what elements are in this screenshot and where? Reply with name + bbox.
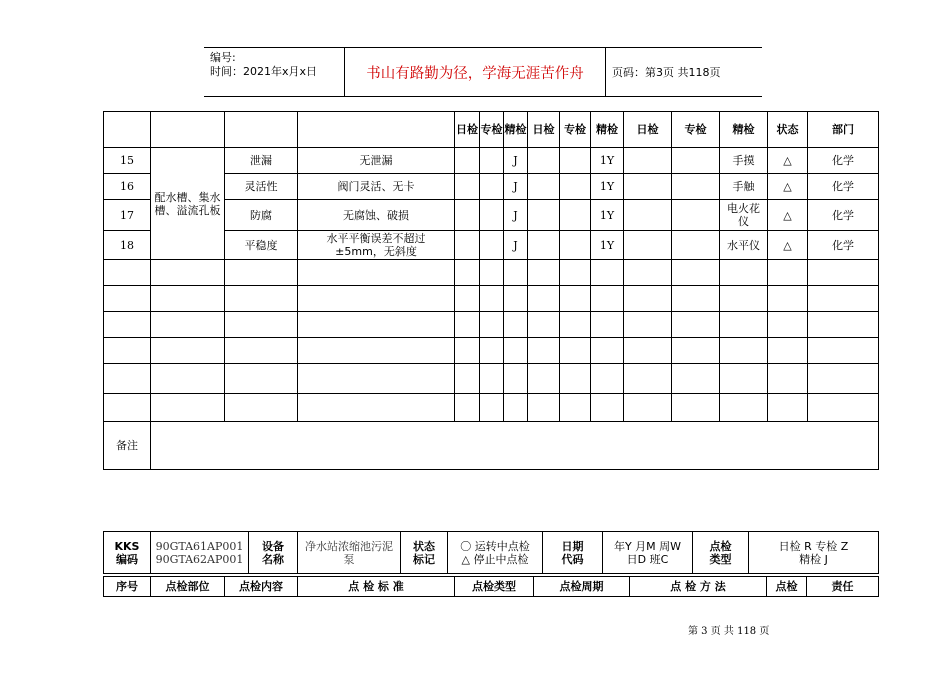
device-name: 净水站浓缩池污泥泵 xyxy=(298,532,401,574)
inspection-table xyxy=(103,111,879,470)
check-type-label: 点检类型 xyxy=(693,532,749,574)
column-legend-table xyxy=(103,576,879,597)
col-precise-check: 精检 xyxy=(504,112,528,148)
kks-values: 90GTA61AP001 90GTA62AP001 xyxy=(151,532,249,574)
table-row xyxy=(104,260,879,286)
col-day-check-2: 日检 xyxy=(528,112,560,148)
table-row: 18 平稳度 水平平衡误差不超过±5mm，无斜度 J 1Y 水平仪 △ 化学 xyxy=(104,231,879,260)
col-status: 状态 xyxy=(768,112,808,148)
number-label: 编号: xyxy=(210,51,236,64)
date-code-values: 年Y 月M 周W 日D 班C xyxy=(603,532,693,574)
col-special-check-3: 专检 xyxy=(672,112,720,148)
col-department: 部门 xyxy=(808,112,879,148)
kks-label: KKS编码 xyxy=(104,532,151,574)
time-label: 时间：2021年x月x日 xyxy=(210,65,318,78)
table-header-row xyxy=(104,112,879,148)
column-legend-row: 序号 点检部位 点检内容 点 检 标 准 点检类型 点检周期 点 检 方 法 点检 责任 xyxy=(104,577,879,597)
header-motto: 书山有路勤为径，学海无涯苦作舟 xyxy=(344,48,606,96)
col-special-check-2: 专检 xyxy=(560,112,591,148)
device-info-table xyxy=(103,531,879,574)
date-code-label: 日期代码 xyxy=(543,532,603,574)
table-row xyxy=(104,286,879,312)
remark-label: 备注 xyxy=(104,422,151,470)
col-special-check: 专检 xyxy=(480,112,504,148)
header-meta xyxy=(204,48,344,96)
remark-row xyxy=(104,422,879,470)
page-footer: 第 3 页 共 118 页 xyxy=(688,626,770,637)
status-label: 状态标记 xyxy=(401,532,448,574)
col-precise-check-3: 精检 xyxy=(720,112,768,148)
table-row xyxy=(104,364,879,394)
table-row: 16 灵活性 阀门灵活、无卡 J 1Y 手触 △ 化学 xyxy=(104,174,879,200)
table-row: 17 防腐 无腐蚀、破损 J 1Y 电火花仪 △ 化学 xyxy=(104,200,879,231)
table-row xyxy=(104,394,879,422)
col-precise-check-2: 精检 xyxy=(591,112,624,148)
table-row: 15 配水槽、集水槽、溢流孔板 泄漏 无泄漏 J 1Y 手摸 △ 化学 xyxy=(104,148,879,174)
header-page-info: 页码：第3页 共118页 xyxy=(612,66,721,79)
col-day-check: 日检 xyxy=(455,112,480,148)
device-info-row xyxy=(104,532,879,574)
table-row xyxy=(104,338,879,364)
remark-content xyxy=(151,422,879,470)
table-row xyxy=(104,312,879,338)
check-type-values: 日检 R 专检 Z 精检 J xyxy=(749,532,879,574)
col-day-check-3: 日检 xyxy=(624,112,672,148)
device-label: 设备名称 xyxy=(249,532,298,574)
part-label: 配水槽、集水槽、溢流孔板 xyxy=(151,148,225,260)
page-header xyxy=(204,47,762,97)
status-values: 〇 运转中点检 △ 停止中点检 xyxy=(448,532,543,574)
